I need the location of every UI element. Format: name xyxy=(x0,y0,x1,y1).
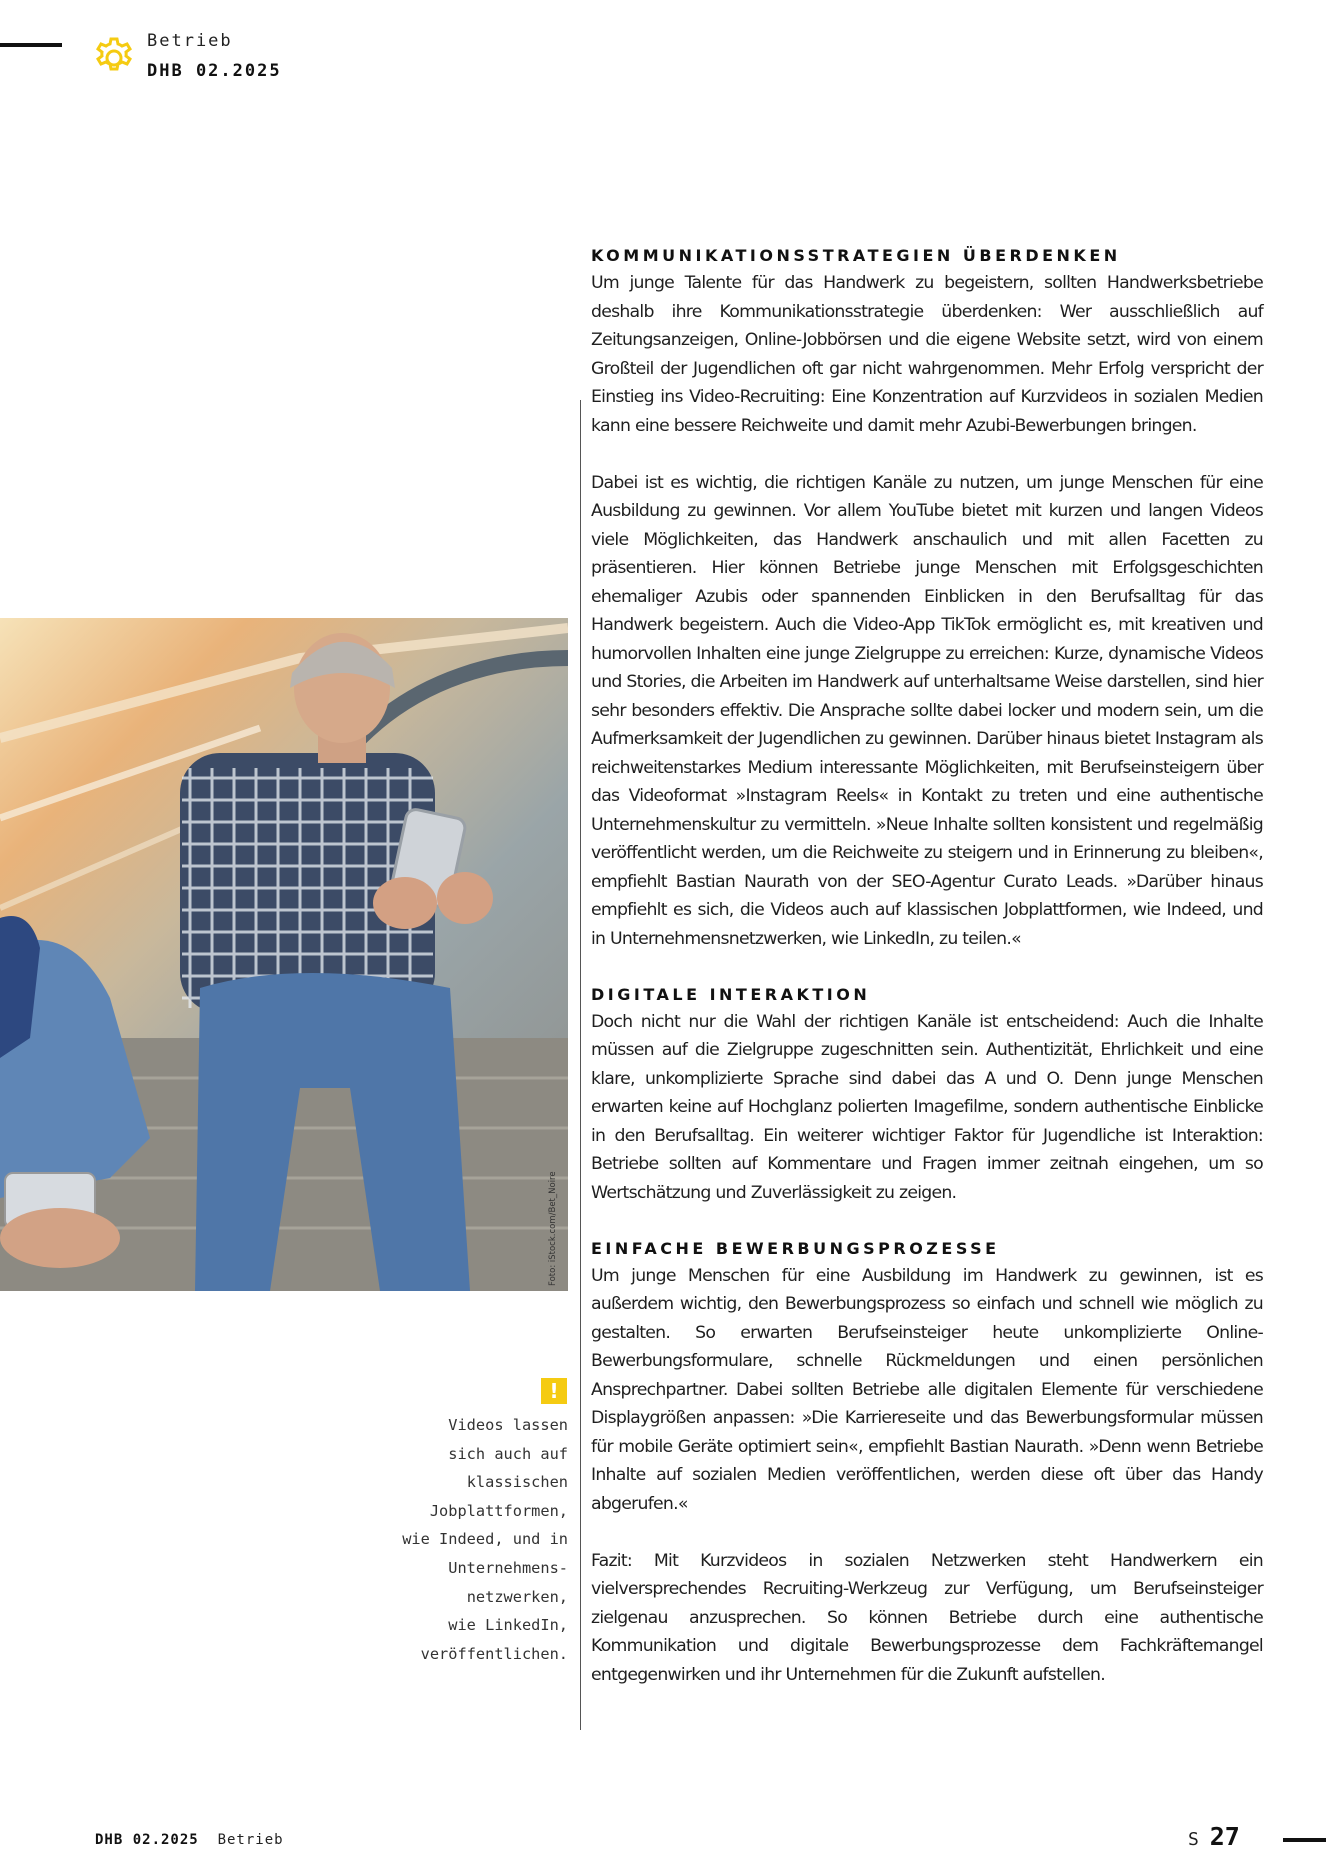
photo-credit: Foto: iStock.com/Bet_Noire xyxy=(548,1171,558,1286)
paragraph: Um junge Talente für das Handwerk zu begeistern, sollten Handwerksbetriebe deshalb ihre Kommunikationsstrategie überdenken: Wer ausschließlich auf Zeitungsanzeigen, Online-Jobbörsen und die eigene Website setzt, wird von einem Großteil der Jugendlichen oft gar nicht wahrgenommen. Mehr Erfolg verspricht der Einstieg ins Video-Recruiting: Eine Konzentration auf Kurzvideos in sozialen Medien kann eine bessere Reichweite und damit mehr Azubi-Bewerbungen bringen. xyxy=(591,273,1263,436)
note-line: klassischen xyxy=(466,1473,568,1492)
note-line: sich auch auf xyxy=(448,1444,568,1463)
gear-icon xyxy=(92,36,136,80)
note-line: Videos lassen xyxy=(448,1416,568,1434)
page-number xyxy=(1188,1822,1240,1851)
photo-illustration xyxy=(0,618,568,1291)
article-body xyxy=(591,243,1263,1689)
footer-rule xyxy=(1283,1838,1326,1842)
header-issue: DHB 02.2025 xyxy=(147,61,282,81)
footer-issue-number: DHB 02.2025 xyxy=(95,1832,199,1848)
footer-section: Betrieb xyxy=(217,1832,284,1848)
exclamation-icon: ! xyxy=(541,1378,567,1404)
header-section: Betrieb xyxy=(147,31,233,51)
section-heading: DIGITALE INTERAKTION xyxy=(591,984,871,1004)
section-heading: EINFACHE BEWERBUNGSPROZESSE xyxy=(591,1238,1000,1258)
note-line: Jobplattformen, xyxy=(429,1501,568,1520)
note-line: veröffentlichen. xyxy=(420,1644,568,1663)
sidebar-note xyxy=(380,1411,568,1668)
header-rule xyxy=(0,43,62,47)
paragraph: Um junge Menschen für eine Ausbildung im Handwerk zu gewinnen, ist es außerdem wichtig, den Bewerbungsprozess so einfach und schnell wie möglich zu gestalten. So erwarten Berufseinsteiger heute unkomplizierte Online-Bewerbungsformulare, schnelle Rückmeldungen und einen persönlichen Ansprechpartner. Dabei sollten Betriebe alle digitalen Elemente für verschiedene Displaygrößen anpassen: »Die Karriereseite und das Bewerbungsformular müssen für mobile Geräte optimiert sein«, empfiehlt Bastian Naurath. »Denn wenn Betriebe Inhalte auf sozialen Medien veröffentlichen, werden diese oft über das Handy abgerufen.« xyxy=(591,1265,1263,1514)
page-number-value: 27 xyxy=(1209,1822,1240,1851)
note-line: netzwerken, xyxy=(466,1587,568,1606)
note-line: wie Indeed, und in xyxy=(402,1530,568,1549)
section-heading: KOMMUNIKATIONSSTRATEGIEN ÜBERDENKEN xyxy=(591,246,1121,265)
footer-issue xyxy=(95,1832,284,1848)
paragraph: Doch nicht nur die Wahl der richtigen Kanäle ist entscheidend: Auch die Inhalte müssen auf die Zielgruppe zugeschnitten sein. Authentizität, Ehrlichkeit und eine klare, unkomplizierte Sprache sind dabei das A und O. Denn junge Menschen erwarten keine auf Hochglanz polierten Imagefilme, sondern authentische Einblicke in den Berufsalltag. Ein weiterer wichtiger Faktor für Jugendliche ist Interaktion: Betriebe sollten auf Kommentare und Fragen immer zeitnah eingehen, um so Wertschätzung und Zuverlässigkeit zu zeigen. xyxy=(591,1011,1263,1203)
note-line: Unternehmens- xyxy=(448,1558,568,1577)
page-prefix: S xyxy=(1188,1829,1199,1850)
note-line: wie LinkedIn, xyxy=(448,1616,568,1635)
column-divider xyxy=(580,400,581,1730)
man-with-smartphone-photo xyxy=(0,618,568,1291)
paragraph: Dabei ist es wichtig, die richtigen Kanäle zu nutzen, um junge Menschen für eine Ausbildung zu gewinnen. Vor allem YouTube bietet mit kurzen und langen Videos viele Möglichkeiten, das Handwerk anschaulich und mit allen Facetten zu präsentieren. Hier können Betriebe junge Menschen mit Erfolgsgeschichten ehemaliger Azubis oder spannenden Einblicken in den Berufsalltag für das Handwerk begeistern. Auch die Video-App TikTok ermöglicht es, mit kreativen und humorvollen Inhalten eine junge Zielgruppe zu erreichen: Kurze, dynamische Videos und Stories, die Arbeiten im Handwerk auf unterhaltsame Weise darstellen, sind hier sehr besonders effektiv. Die Ansprache sollte dabei locker und modern sein, um die Aufmerksamkeit der Jugendlichen zu gewinnen. Darüber hinaus bietet Instagram als reichweitenstarkes Medium interessante Möglichkeiten, mit Berufseinsteigern über das Videoformat »Instagram Reels« in Kontakt zu treten und eine authentische Unternehmenskultur zu vermitteln. »Neue Inhalte sollten konsistent und regelmäßig veröffentlicht werden, um die Reichweite zu steigern und in Erinnerung zu bleiben«, empfiehlt Bastian Naurath von der SEO-Agentur Curato Leads. »Darüber hinaus empfiehlt es sich, die Videos auch auf klassischen Jobplattformen, wie Indeed, und in Unternehmensnetzwerken, wie LinkedIn, zu teilen.« xyxy=(591,472,1263,949)
paragraph: Fazit: Mit Kurzvideos in sozialen Netzwerken steht Handwerkern ein vielversprechendes Recruiting-Werkzeug zur Verfügung, um Berufseinsteiger zielgenau anzusprechen. So können Betriebe durch eine authentische Kommunikation und digitale Bewerbungsprozesse dem Fachkräftemangel entgegenwirken und ihr Unternehmen für die Zukunft aufstellen. xyxy=(591,1550,1263,1685)
